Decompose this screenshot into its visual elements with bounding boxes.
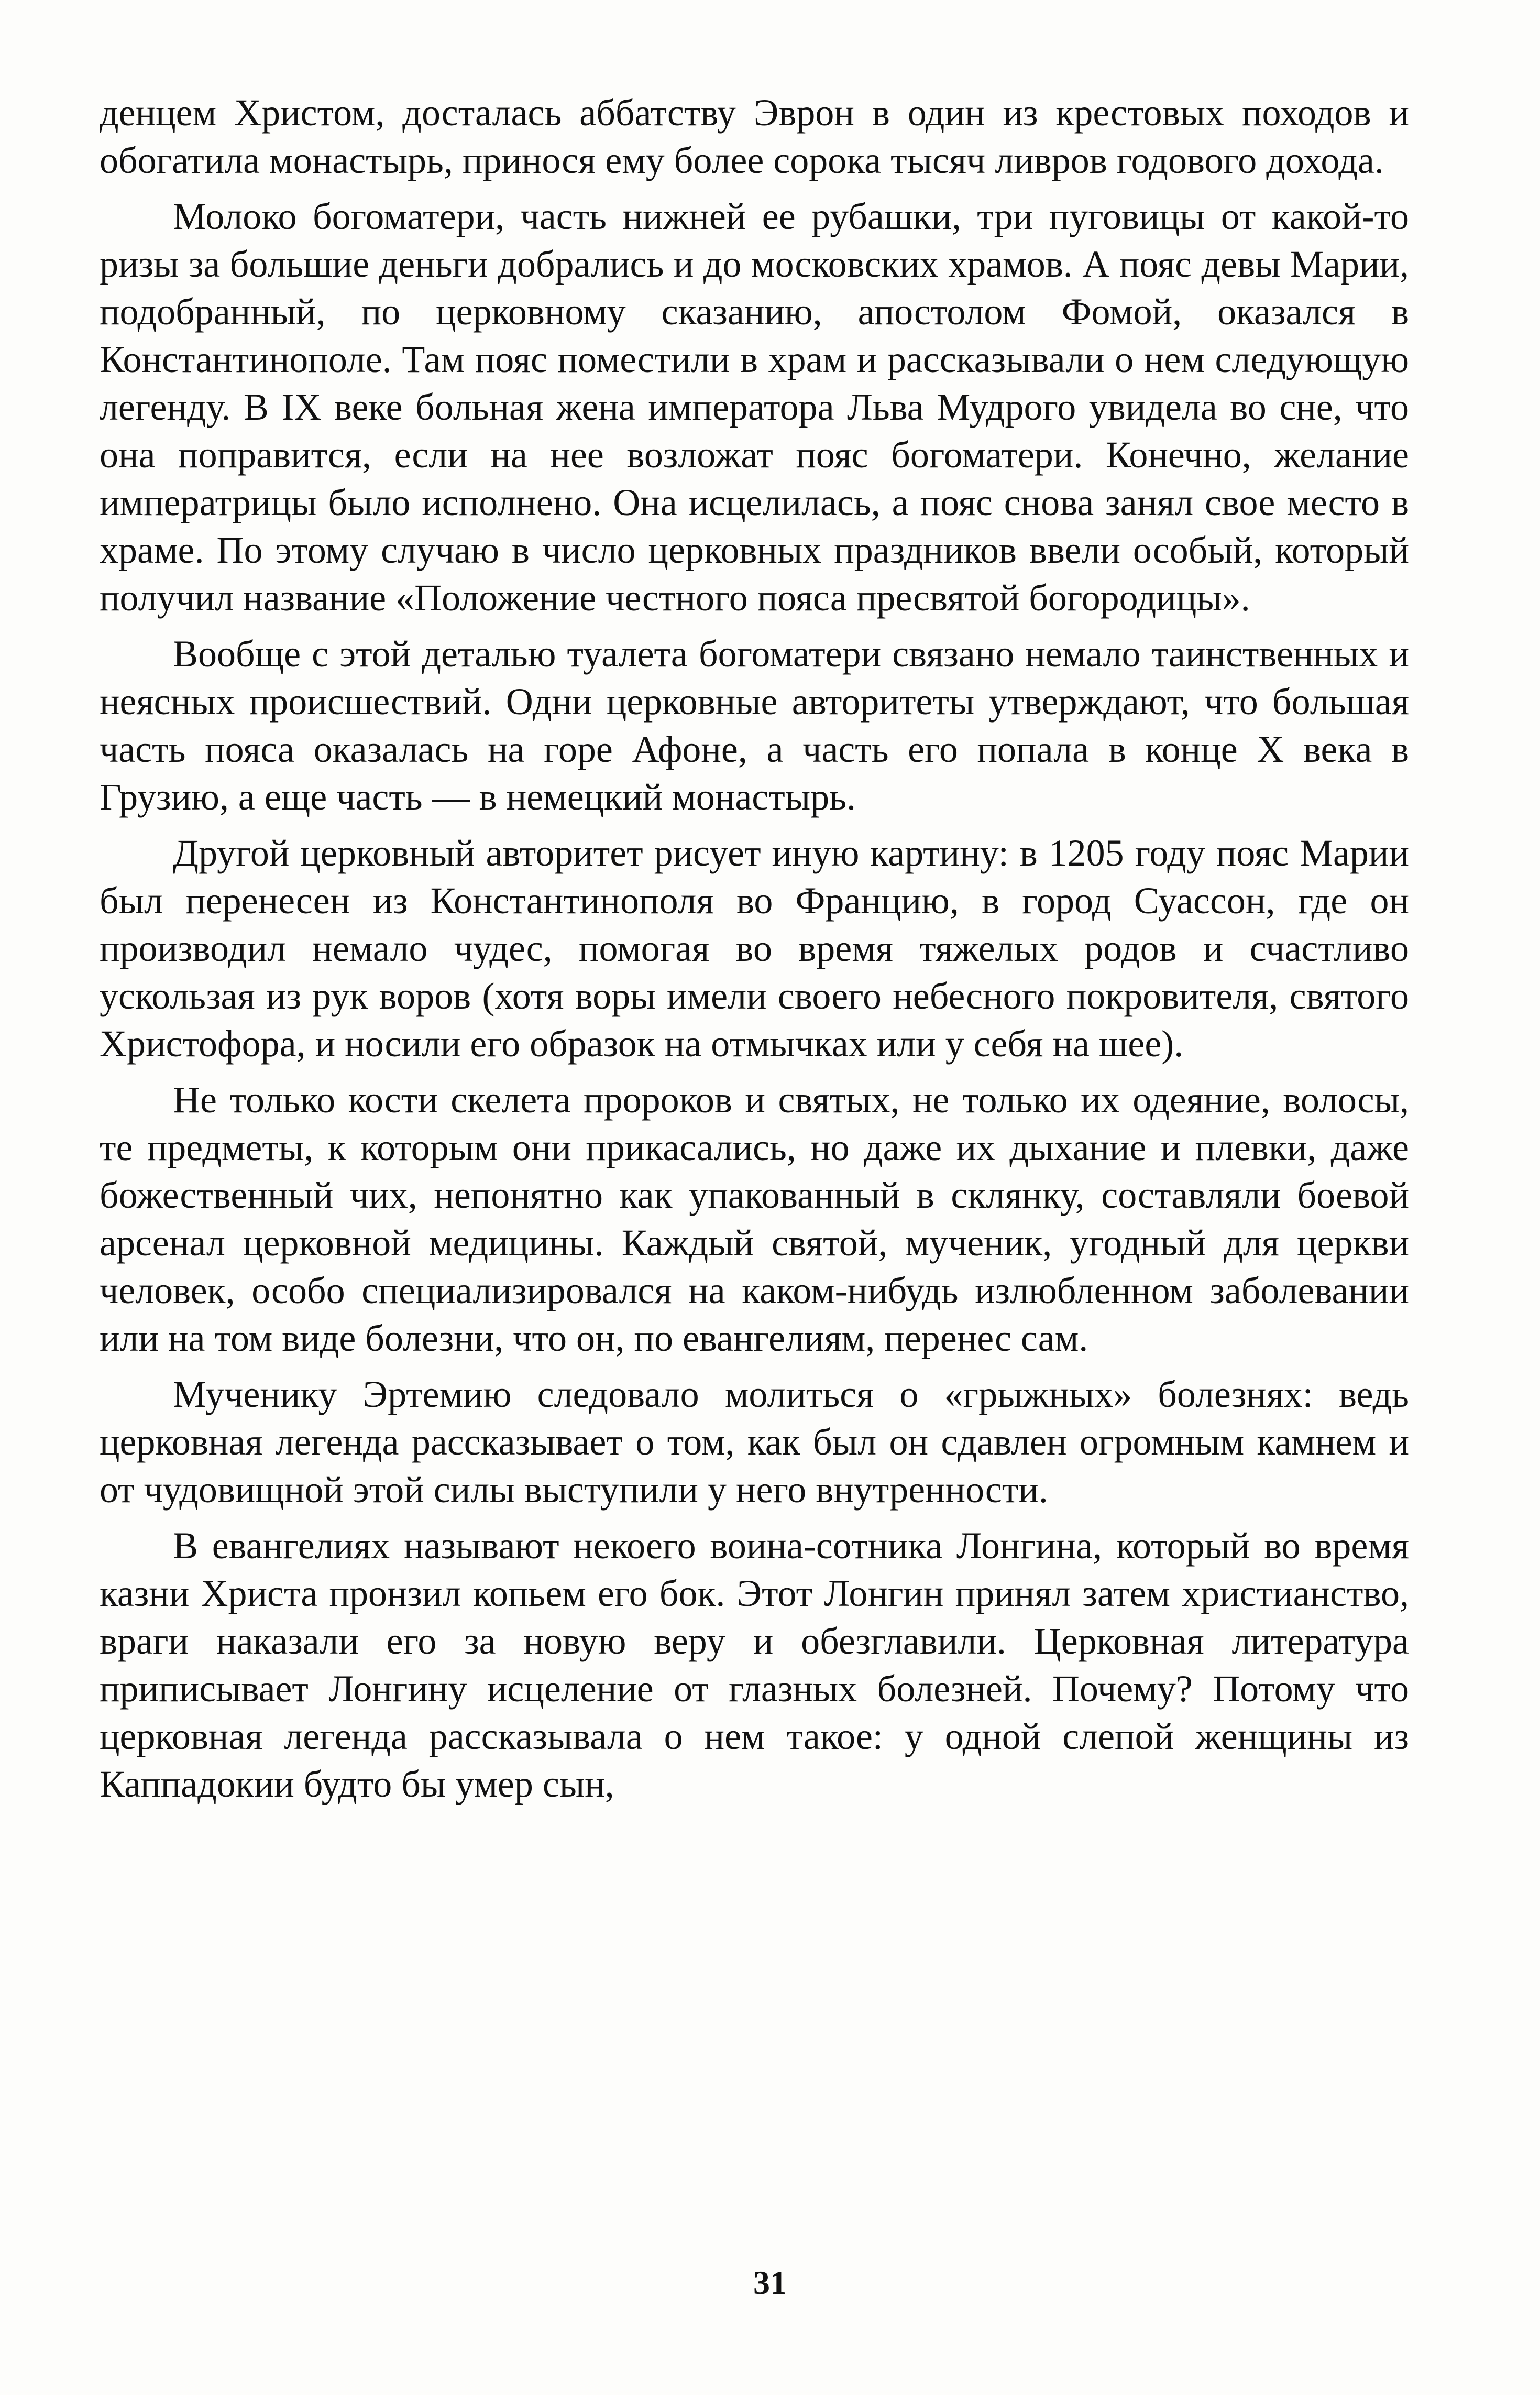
body-text — [100, 89, 1409, 1808]
page-number: 31 — [753, 2264, 787, 2301]
paragraph: В евангелиях называют некоего воина-сотника Лонгина, который во время казни Христа пронзил копьем его бок. Этот Лонгин принял затем христианство, враги наказали его за новую веру и обезглавили. Церковная литература приписывает Лонгину исцеление от глазных болезней. Почему? Потому что церковная легенда рассказывала о нем такое: у одной слепой женщины из Каппадокии будто бы умер сын, — [100, 1525, 1409, 1805]
paragraph: Другой церковный авторитет рисует иную картину: в 1205 году пояс Марии был перенесен из Константинополя во Францию, в город Суассон, где он производил немало чудес, помогая во время тяжелых родов и счастливо ускользая из рук воров (хотя воры имели своего небесного покровителя, святого Христофора, и носили его образок на отмычках или у себя на шее). — [100, 832, 1409, 1065]
paragraph-continued: денцем Христом, досталась аббатству Эврон в один из крестовых походов и обогатила монастырь, принося ему более сорока тысяч ливров годового дохода. — [100, 92, 1409, 181]
paragraph: Молоко богоматери, часть нижней ее рубашки, три пуговицы от какой-то ризы за большие деньги добрались и до московских храмов. А пояс девы Марии, подобранный, по церковному сказанию, апостолом Фомой, оказался в Константинополе. Там пояс поместили в храм и рассказывали о нем следующую легенду. В IX веке больная жена императора Льва Мудрого увидела во сне, что она поправится, если на нее возложат пояс богоматери. Конечно, желание императрицы было исполнено. Она исцелилась, а пояс снова занял свое место в храме. По этому случаю в число церковных праздников ввели особый, который получил название «Положение честного пояса пресвятой богородицы». — [100, 195, 1409, 619]
paragraph: Не только кости скелета пророков и святых, не только их одеяние, волосы, те предметы, к которым они прикасались, но даже их дыхание и плевки, даже божественный чих, непонятно как упакованный в склянку, составляли боевой арсенал церковной медицины. Каждый святой, мученик, угодный для церкви человек, особо специализировался на каком-нибудь излюбленном заболевании или на том виде болезни, что он, по евангелиям, перенес сам. — [100, 1079, 1409, 1359]
paragraph: Мученику Эртемию следовало молиться о «грыжных» болезнях: ведь церковная легенда рассказывает о том, как был он сдавлен огромным камнем и от чудовищной этой силы выступили у него внутренности. — [100, 1373, 1409, 1511]
paragraph: Вообще с этой деталью туалета богоматери связано немало таинственных и неясных происшествий. Одни церковные авторитеты утверждают, что большая часть пояса оказалась на горе Афоне, а часть его попала в конце X века в Грузию, а еще часть — в немецкий монастырь. — [100, 633, 1409, 818]
